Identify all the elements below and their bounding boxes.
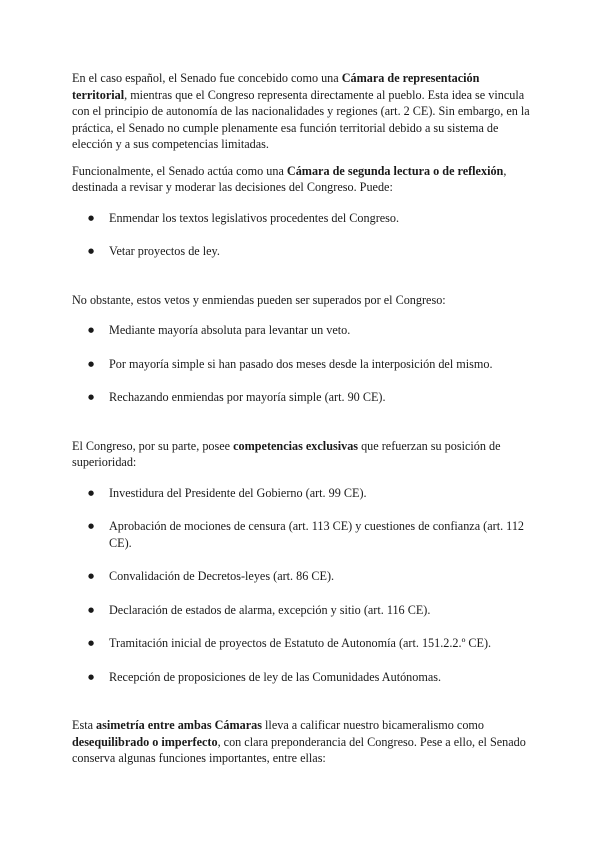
paragraph-senado-territorial	[72, 70, 532, 153]
paragraph-text: En el caso español, el Senado fue concebido como una	[72, 71, 342, 85]
paragraph-text: lleva a calificar nuestro bicameralismo como	[262, 718, 484, 732]
paragraph-text: Esta	[72, 718, 97, 732]
list-item: ● Tramitación inicial de proyectos de Estatuto de Autonomía (art. 151.2.2.º CE).	[72, 635, 532, 652]
bold-term: desequilibrado o imperfecto	[72, 734, 218, 749]
bold-term: competencias exclusivas	[233, 438, 359, 453]
list-congreso-override	[72, 322, 532, 406]
paragraph-competencias-exclusivas	[72, 438, 532, 471]
list-item: ● Declaración de estados de alarma, excepción y sitio (art. 116 CE).	[72, 602, 532, 619]
paragraph-asimetria	[72, 717, 532, 767]
list-item: ● Convalidación de Decretos-leyes (art. 86 CE).	[72, 568, 532, 585]
list-item: ● Recepción de proposiciones de ley de las Comunidades Autónomas.	[72, 669, 532, 686]
bold-term: asimetría entre ambas Cámaras	[96, 718, 262, 732]
list-item: ● Por mayoría simple si han pasado dos meses desde la interposición del mismo.	[72, 356, 532, 373]
bold-term: Cámara de representación territorial	[72, 71, 480, 102]
list-item: ● Rechazando enmiendas por mayoría simple (art. 90 CE).	[72, 389, 532, 406]
paragraph-text: , con clara preponderancia del Congreso. Pese a ello, el Senado conserva algunas funciones importantes, entre ellas:	[72, 734, 526, 765]
list-senado-powers	[72, 210, 532, 260]
list-item: ● Investidura del Presidente del Gobierno (art. 99 CE).	[72, 485, 532, 502]
list-item: ● Aprobación de mociones de censura (art. 113 CE) y cuestiones de confianza (art. 112 CE).	[72, 518, 532, 551]
paragraph-text: , destinada a revisar y moderar las decisiones del Congreso. Puede:	[72, 163, 507, 194]
document-body	[72, 70, 532, 767]
list-item: ● Enmendar los textos legislativos procedentes del Congreso.	[72, 210, 532, 227]
list-congreso-exclusive	[72, 485, 532, 686]
paragraph-text: El Congreso, por su parte, posee	[72, 438, 234, 453]
paragraph-no-obstante: No obstante, estos vetos y enmiendas pueden ser superados por el Congreso:	[72, 292, 446, 307]
paragraph-text: Funcionalmente, el Senado actúa como una	[72, 163, 287, 178]
paragraph-text: , mientras que el Congreso representa directamente al pueblo. Esta idea se vincula con el principio de autonomía de las nacionalidades y regiones (art. 2 CE). Sin embargo, en la práctica, el Senado no cumple plenamente esa función territorial debido a su sistema de elección y a sus competencias limitadas.	[72, 87, 530, 151]
list-item: ● Mediante mayoría absoluta para levantar un veto.	[72, 322, 532, 339]
paragraph-segunda-lectura	[72, 163, 532, 196]
list-item: ● Vetar proyectos de ley.	[72, 243, 532, 260]
paragraph-text: que refuerzan su posición de superioridad:	[72, 438, 501, 469]
bold-term: Cámara de segunda lectura o de reflexión	[286, 163, 504, 178]
